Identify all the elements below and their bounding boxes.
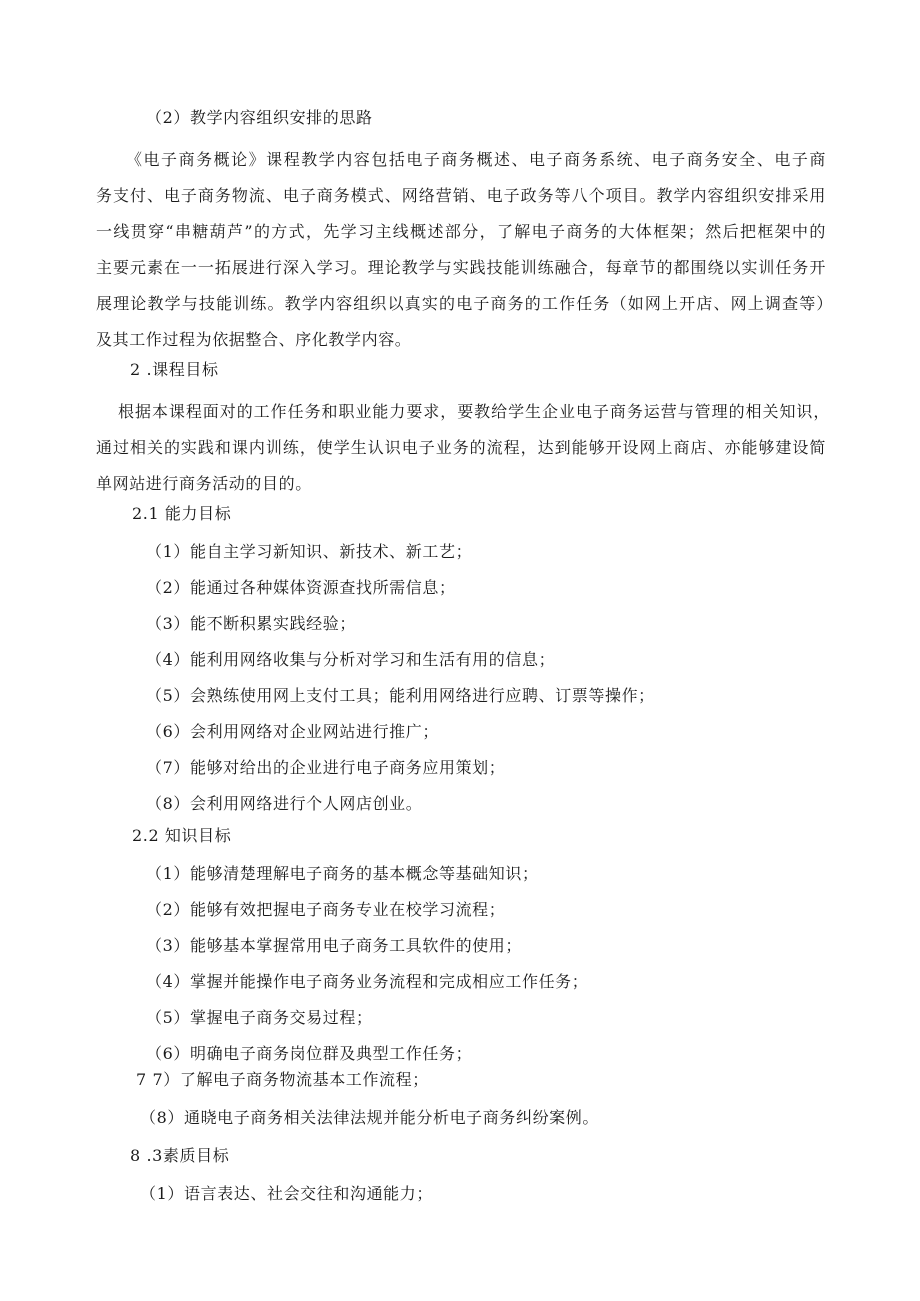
list-item: （1）能够清楚理解电子商务的基本概念等基础知识； [146, 864, 539, 883]
subsection-heading: 2.2 知识目标 [132, 826, 232, 845]
list-item: 7 7）了解电子商务物流基本工作流程； [136, 1070, 429, 1089]
list-item: （1）语言表达、社会交往和沟通能力； [140, 1184, 433, 1203]
list-item: （5）掌握电子商务交易过程； [146, 1008, 373, 1027]
list-item: （8）通晓电子商务相关法律法规并能分析电子商务纠纷案例。 [140, 1108, 599, 1127]
paragraph-line: 《电子商务概论》课程教学内容包括电子商务概述、电子商务系统、电子商务安全、电子商 [126, 150, 826, 169]
paragraph-line: 务支付、电子商务物流、电子商务模式、网络营销、电子政务等八个项目。教学内容组织安排采用 [96, 186, 826, 205]
list-item: （1）能自主学习新知识、新技术、新工艺； [146, 542, 473, 561]
paragraph-line: 根据本课程面对的工作任务和职业能力要求，要教给学生企业电子商务运营与管理的相关知识， [118, 402, 830, 421]
paragraph-line: 一线贯穿“串糖葫芦”的方式，先学习主线概述部分，了解电子商务的大体框架；然后把框架中的 [96, 222, 826, 241]
subsection-heading: （2）教学内容组织安排的思路 [146, 108, 373, 127]
list-item: （7）能够对给出的企业进行电子商务应用策划； [146, 758, 506, 777]
subsection-heading: 8 .3素质目标 [130, 1146, 230, 1165]
list-item: （6）会利用网络对企业网站进行推广； [146, 722, 439, 741]
paragraph-line: 主要元素在一一拓展进行深入学习。理论教学与实践技能训练融合，每章节的都围绕以实训任务开 [96, 258, 826, 277]
list-item: （2）能通过各种媒体资源查找所需信息； [146, 578, 456, 597]
list-item: （2）能够有效把握电子商务专业在校学习流程； [146, 900, 506, 919]
list-item: （4）掌握并能操作电子商务业务流程和完成相应工作任务； [146, 972, 589, 991]
paragraph-line: 单网站进行商务活动的目的。 [96, 474, 312, 493]
list-item: （3）能够基本掌握常用电子商务工具软件的使用； [146, 936, 522, 955]
list-item: （5）会熟练使用网上支付工具；能利用网络进行应聘、订票等操作； [146, 686, 655, 705]
paragraph-line: 及其工作过程为依据整合、序化教学内容。 [96, 330, 412, 349]
list-item: （4）能利用网络收集与分析对学习和生活有用的信息； [146, 650, 556, 669]
subsection-heading: 2.1 能力目标 [132, 504, 232, 523]
list-item: （3）能不断积累实践经验； [146, 614, 356, 633]
paragraph-line: 通过相关的实践和课内训练，使学生认识电子业务的流程，达到能够开设网上商店、亦能够建设简 [96, 438, 826, 457]
section-heading: 2 .课程目标 [130, 360, 219, 379]
paragraph-line: 展理论教学与技能训练。教学内容组织以真实的电子商务的工作任务（如网上开店、网上调查等） [96, 294, 833, 313]
list-item: （6）明确电子商务岗位群及典型工作任务； [146, 1044, 473, 1063]
list-item: （8）会利用网络进行个人网店创业。 [146, 794, 423, 813]
